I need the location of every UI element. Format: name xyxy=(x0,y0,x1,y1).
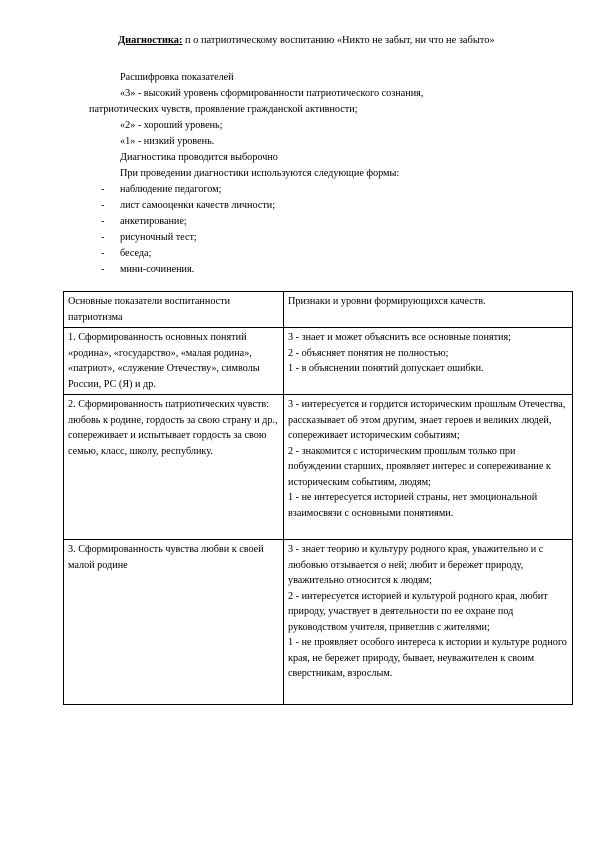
form-item: наблюдение педагогом; xyxy=(120,184,222,195)
table-header-cell: Признаки и уровни формирующихся качеств. xyxy=(284,292,573,328)
title-label: Диагностика: xyxy=(118,35,183,46)
table-header-row xyxy=(64,292,573,328)
intro-line: Диагностика проводится выборочно xyxy=(120,152,278,163)
form-item: анкетирование; xyxy=(120,216,187,227)
level-line: 1 - в объяснении понятий допускает ошибки. xyxy=(288,363,484,374)
table-row xyxy=(64,540,573,705)
table-row xyxy=(64,328,573,395)
table-row xyxy=(64,395,573,540)
form-item: лист самооценки качеств личности; xyxy=(120,200,276,211)
level-line: 3 - знает и может объяснить все основные понятия; xyxy=(288,332,512,343)
level-line: 2 - интересуется историей и культурой родного края, любит природу, участвует в деятельности по ее охране под руководством учителя, приветлив с жителями; xyxy=(288,590,548,633)
indicator-cell: 3. Сформированность чувства любви к своей малой родине xyxy=(64,540,284,705)
list-bullet: - xyxy=(101,216,105,227)
level-line: 1 - не интересуется историей страны, нет эмоциональной взаимосвязи с основными понятиями. xyxy=(288,492,538,519)
document-title xyxy=(118,33,538,49)
intro-line: «2» - хороший уровень; xyxy=(120,120,223,131)
levels-cell xyxy=(284,395,573,540)
level-line: 1 - не проявляет особого интереса к истории и культуре родного края, не бережет природу, бывает, неуважителен к своим сверстникам, взрослым. xyxy=(288,637,567,679)
intro-line: Расшифровка показателей xyxy=(120,72,234,83)
level-line: 2 - объясняет понятия не полностью; xyxy=(288,347,449,359)
form-item: мини-сочинения. xyxy=(120,264,195,275)
list-bullet: - xyxy=(101,184,105,195)
level-line: 3 - знает теорию и культуру родного края, уважительно и с любовью отзывается о ней; любит и бережет природу, уважительно относится к людям; xyxy=(288,544,544,586)
indicator-cell: 2. Сформированность патриотических чувств: любовь к родине, гордость за свою страну и др., сопереживает и испытывает гордость за свою семью, класс, школу, республику. xyxy=(64,395,284,540)
list-bullet: - xyxy=(101,232,105,243)
list-bullet: - xyxy=(101,248,105,259)
table-header-cell: Основные показатели воспитанности патриотизма xyxy=(64,292,284,328)
intro-line: «3» - высокий уровень сформированности патриотического сознания, xyxy=(120,88,424,99)
list-bullet: - xyxy=(101,264,105,275)
diagnostics-table xyxy=(63,291,573,705)
form-item: рисуночный тест; xyxy=(120,232,197,243)
form-item: беседа; xyxy=(120,248,152,259)
intro-line: При проведении диагностики используются следующие формы: xyxy=(120,168,400,179)
indicator-cell: 1. Сформированность основных понятий «родина», «государство», «малая родина», «патриот», «служение Отечеству», символы России, РС (Я) и др. xyxy=(64,328,284,395)
list-bullet: - xyxy=(101,200,105,211)
level-line: 3 - интересуется и гордится историческим прошлым Отечества, рассказывает об этом другим, знает героев и великих людей, сопереживает историческим событиям; xyxy=(288,399,566,441)
intro-line: патриотических чувств, проявление гражданской активности; xyxy=(89,104,358,115)
levels-cell xyxy=(284,328,573,395)
intro-line: «1» - низкий уровень. xyxy=(120,136,215,147)
title-text: п о патриотическому воспитанию «Никто не забыт, ни что не забыто» xyxy=(182,35,495,46)
level-line: 2 - знакомится с историческим прошлым только при побуждении старших, проявляет интерес и сопереживание к историческим событиям, людям; xyxy=(288,445,551,488)
levels-cell xyxy=(284,540,573,705)
